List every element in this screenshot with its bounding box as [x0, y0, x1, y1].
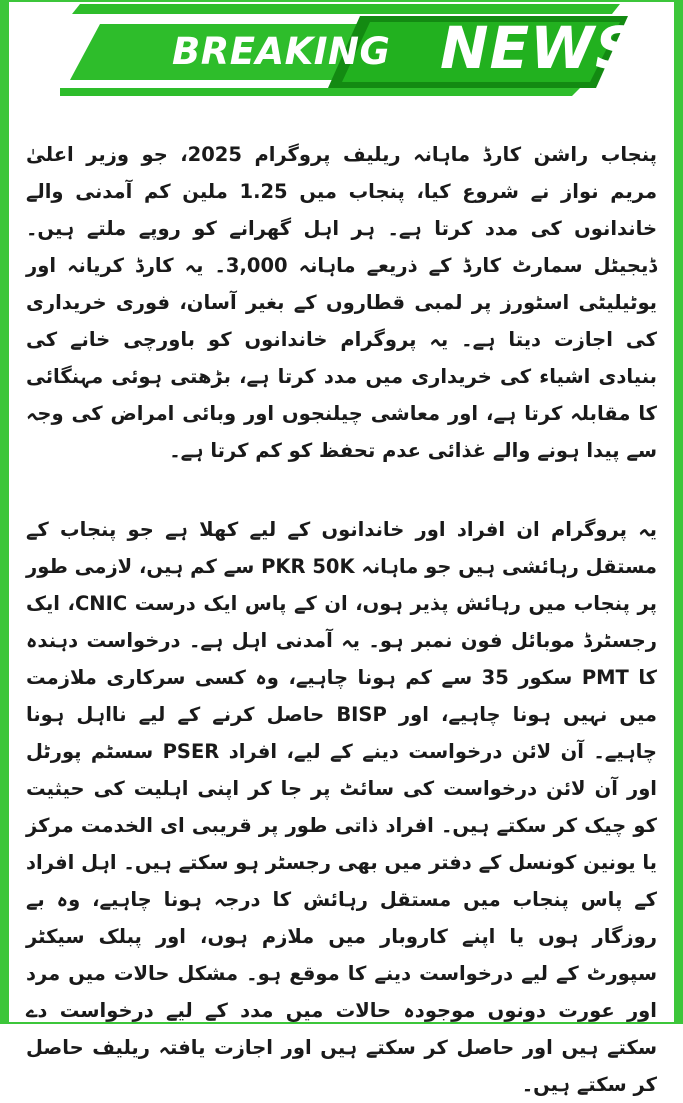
- article-paragraph-1: پنجاب راشن کارڈ ماہانہ ریلیف پروگرام 2025، جو وزیر اعلیٰ مریم نواز نے شروع کیا، پنجاب میں 1.25 ملین کم آمدنی والے خاندانوں کی مدد کرتا ہے۔ ہر اہل گھرانے کو روپے ملتے ہیں۔ ڈیجیٹل سمارٹ کارڈ کے ذریعے ماہانہ 3,000۔ یہ کارڈ کریانہ اور یوٹیلیٹی اسٹورز پر لمبی قطاروں کے بغیر آسان، فوری خریداری کی اجازت دیتا ہے۔ یہ پروگرام خاندانوں کو باورچی خانے کی بنیادی اشیاء کی خریداری میں مدد کرتا ہے، بڑھتی ہوئی مہنگائی کا مقابلہ کرتا ہے، اور معاشی چیلنجوں اور وبائی امراض کی وجہ سے پیدا ہونے والے غذائی عدم تحفظ کو کم کرتا ہے۔: [26, 143, 658, 462]
- banner-news-text: NEWS: [440, 14, 638, 82]
- article-paragraph-2: یہ پروگرام ان افراد اور خاندانوں کے لیے کھلا ہے جو پنجاب کے مستقل رہائشی ہیں جو ماہانہ PKR 50K سے کم ہیں، لازمی طور پر پنجاب میں رہائش پذیر ہوں، ان کے پاس ایک درست CNIC، ایک رجسٹرڈ موبائل فون نمبر ہو۔ یہ آمدنی اہل ہے۔ درخواست دہندہ کا PMT سکور 35 سے کم ہونا چاہیے، وہ کسی سرکاری ملازمت میں نہیں ہونا چاہیے، اور BISP حاصل کرنے کے لیے نااہل ہونا چاہیے۔ آن لائن درخواست دینے کے لیے، افراد PSER سسٹم پورٹل اور آن لائن درخواست کی سائٹ پر جا کر اپنی اہلیت کی حیثیت کو چیک کر سکتے ہیں۔ افراد ذاتی طور پر قریبی ای الخدمت مرکز یا یونین کونسل کے دفتر میں بھی رجسٹر ہو سکتے ہیں۔ اہل افراد کے پاس پنجاب میں مستقل رہائش کا درجہ ہونا چاہیے، وہ بے روزگار ہوں یا اپنے کاروبار میں ملازم ہوں، اور پبلک سیکٹر سپورٹ کے لیے درخواست دینے کا موقع ہو۔ مشکل حالات میں مرد اور عورت دونوں موجودہ حالات میں مدد کے لیے درخواست دے سکتے ہیں اور حاصل کر سکتے ہیں اور اجازت یافتہ ریلیف حاصل کر سکتے ہیں۔: [26, 518, 657, 1096]
- banner-bottom-stripe: [60, 88, 580, 96]
- banner-breaking-text: BREAKING: [172, 30, 391, 73]
- banner-top-stripe: [72, 4, 620, 14]
- breaking-news-banner: [60, 4, 638, 96]
- article-body: [26, 136, 657, 1103]
